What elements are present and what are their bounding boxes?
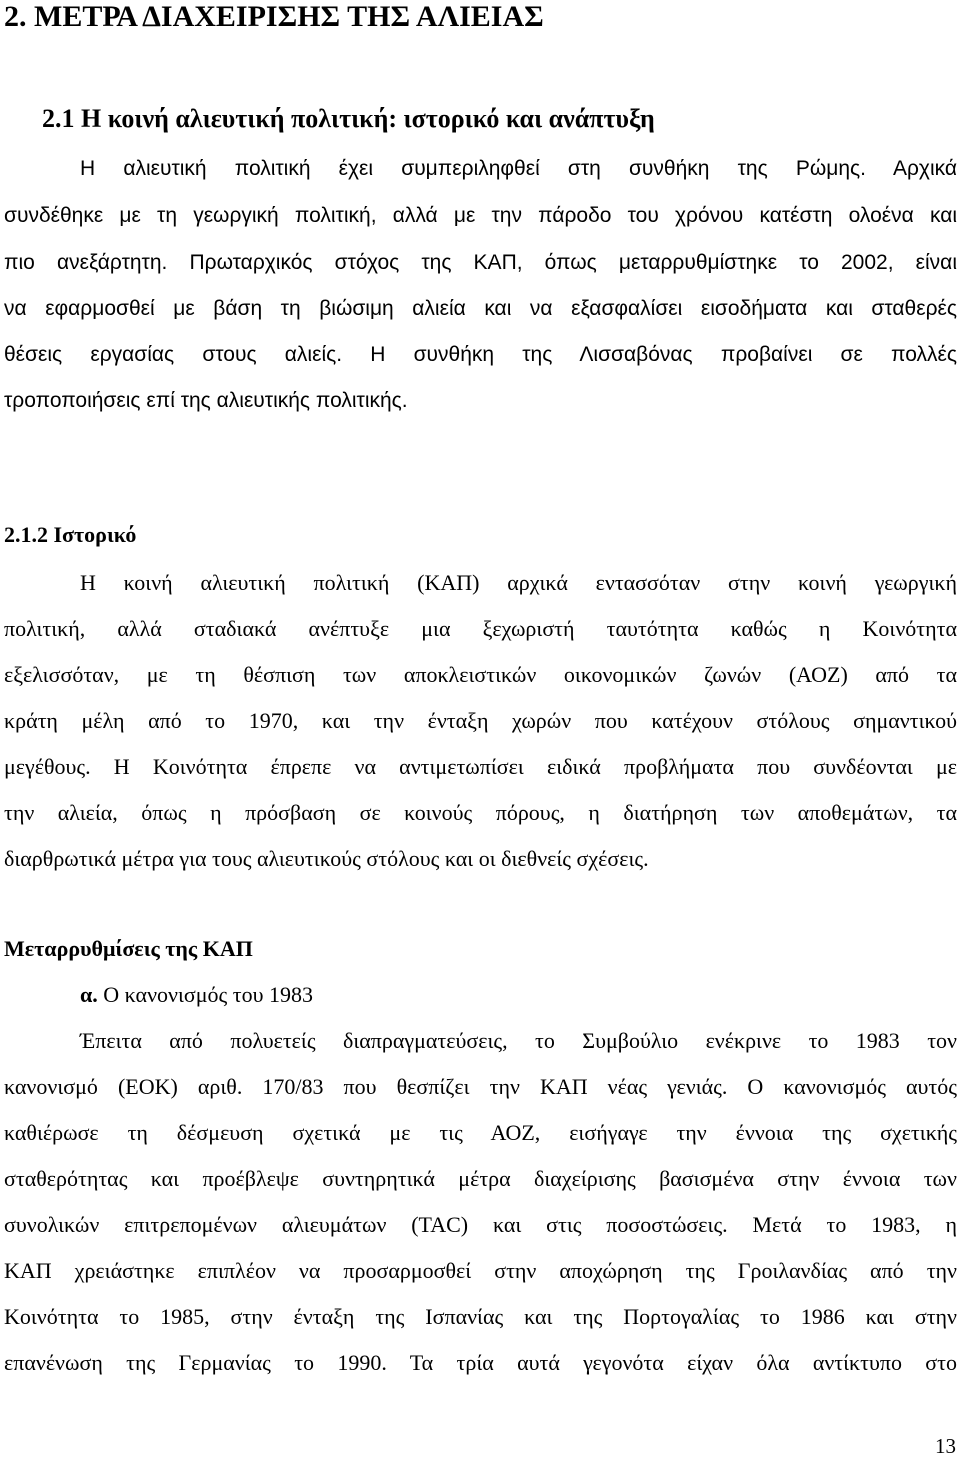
section-paragraph-line: να εφαρμοσθεί με βάση τη βιώσιμη αλιεία και να εξασφαλίσει εισοδήματα και σταθερές (4, 297, 957, 320)
reform-item-label: α. (80, 982, 98, 1007)
chapter-title: 2. ΜΕΤΡΑ ΔΙΑΧΕΙΡΙΣΗΣ ΤΗΣ ΑΛΙΕΙΑΣ (4, 0, 544, 33)
subsection-paragraph-line: εξελισσόταν, με τη θέσπιση των αποκλειστικών οικονομικών ζωνών (ΑΟΖ) από τα (4, 662, 957, 687)
subsection-paragraph-line: διαρθρωτικά μέτρα για τους αλιευτικούς στόλους και οι διεθνείς σχέσεις. (4, 846, 649, 871)
reforms-paragraph-line: σταθερότητας και προέβλεψε συντηρητικά μέτρα διαχείρισης βασισμένα στην έννοια των (4, 1166, 957, 1191)
section-paragraph-line: θέσεις εργασίας στους αλιείς. Η συνθήκη της Λισσαβόνας προβαίνει σε πολλές (4, 343, 957, 366)
reforms-paragraph-line: Κοινότητα το 1985, στην ένταξη της Ισπανίας και της Πορτογαλίας το 1986 και στην (4, 1304, 957, 1329)
reforms-paragraph-line: ΚΑΠ χρειάστηκε επιπλέον να προσαρμοσθεί στην αποχώρηση της Γροιλανδίας από την (4, 1258, 957, 1283)
subsection-paragraph-line: κράτη μέλη από το 1970, και την ένταξη χωρών που κατέχουν στόλους σημαντικού (4, 708, 957, 733)
subsection-paragraph-line: την αλιεία, όπως η πρόσβαση σε κοινούς πόρους, η διατήρηση των αποθεμάτων, τα (4, 800, 957, 825)
section-paragraph-line: τροποποιήσεις επί της αλιευτικής πολιτικής. (4, 389, 408, 412)
subsection-paragraph-line: μεγέθους. Η Κοινότητα έπρεπε να αντιμετωπίσει ειδικά προβλήματα που συνδέονται με (4, 754, 957, 779)
section-title: 2.1 Η κοινή αλιευτική πολιτική: ιστορικό και ανάπτυξη (42, 104, 655, 133)
reforms-paragraph-line: καθιέρωσε τη δέσμευση σχετικά με τις ΑΟΖ, εισήγαγε την έννοια της σχετικής (4, 1120, 957, 1145)
subsection-paragraph-line: Η κοινή αλιευτική πολιτική (ΚΑΠ) αρχικά εντασσόταν στην κοινή γεωργική (80, 570, 957, 595)
section-paragraph-line: συνδέθηκε με τη γεωργική πολιτική, αλλά με την πάροδο του χρόνου κατέστη ολοένα και (4, 204, 957, 227)
reforms-paragraph-line: κανονισμό (ΕΟΚ) αριθ. 170/83 που θεσπίζει την ΚΑΠ νέας γενιάς. Ο κανονισμός αυτός (4, 1074, 957, 1099)
reforms-title: Μεταρρυθμίσεις της ΚΑΠ (4, 936, 253, 961)
page-number: 13 (935, 1434, 956, 1458)
subsection-title: 2.1.2 Ιστορικό (4, 522, 137, 547)
reform-item-title: Ο κανονισμός του 1983 (97, 982, 314, 1007)
subsection-paragraph-line: πολιτική, αλλά σταδιακά ανέπτυξε μια ξεχωριστή ταυτότητα καθώς η Κοινότητα (4, 616, 957, 641)
reforms-paragraph-line: επανένωση της Γερμανίας το 1990. Τα τρία αυτά γεγονότα είχαν όλα αντίκτυπο στο (4, 1350, 957, 1375)
reform-item-heading (80, 982, 313, 1008)
reforms-paragraph-line: Έπειτα από πολυετείς διαπραγματεύσεις, το Συμβούλιο ενέκρινε το 1983 τον (80, 1028, 957, 1053)
section-paragraph-line: πιο ανεξάρτητη. Πρωταρχικός στόχος της ΚΑΠ, όπως μεταρρυθμίστηκε το 2002, είναι (4, 251, 957, 274)
section-paragraph-line: Η αλιευτική πολιτική έχει συμπεριληφθεί στη συνθήκη της Ρώμης. Αρχικά (80, 157, 957, 180)
reforms-paragraph-line: συνολικών επιτρεπομένων αλιευμάτων (TAC) και στις ποσοστώσεις. Μετά το 1983, η (4, 1212, 957, 1237)
